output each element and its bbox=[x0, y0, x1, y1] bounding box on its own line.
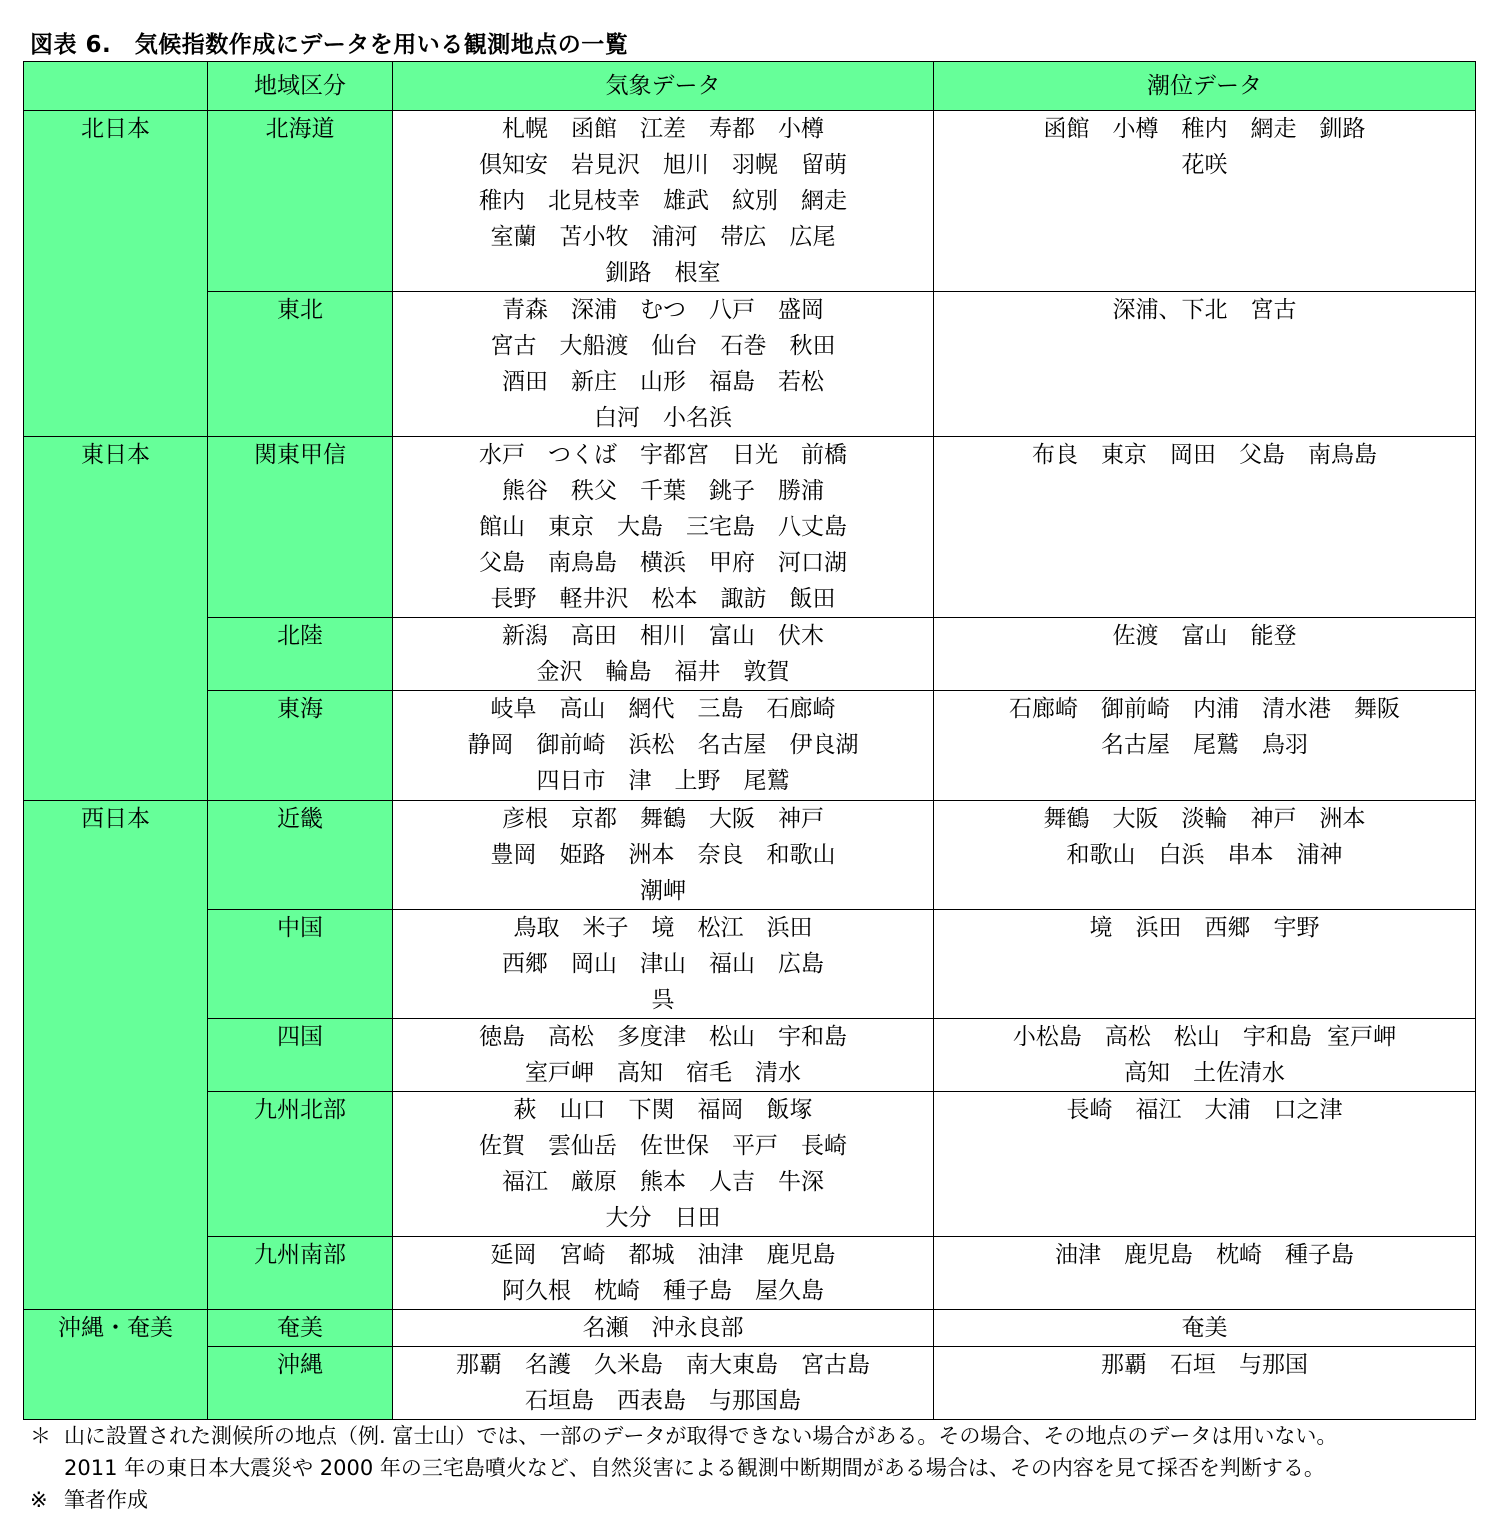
header-tide-data: 潮位データ bbox=[934, 62, 1476, 111]
tide-cell: 函館 小樽 稚内 網走 釧路 花咲 bbox=[934, 111, 1476, 292]
table-row bbox=[24, 1237, 1476, 1310]
weather-cell: 那覇 名護 久米島 南大東島 宮古島 石垣島 西表島 与那国島 bbox=[393, 1347, 934, 1420]
group-cell: 沖縄・奄美 bbox=[24, 1310, 208, 1420]
region-cell: 沖縄 bbox=[208, 1347, 393, 1420]
asterisk-mark: ＊ bbox=[30, 1424, 51, 1448]
table-row bbox=[24, 1019, 1476, 1092]
region-cell: 中国 bbox=[208, 910, 393, 1019]
table-row bbox=[24, 437, 1476, 618]
region-cell: 北陸 bbox=[208, 618, 393, 691]
region-cell: 近畿 bbox=[208, 801, 393, 910]
table-row bbox=[24, 292, 1476, 437]
tide-cell: 小松島 高松 松山 宇和島 室戸岬 高知 土佐清水 bbox=[934, 1019, 1476, 1092]
weather-cell: 萩 山口 下関 福岡 飯塚 佐賀 雲仙岳 佐世保 平戸 長崎 福江 厳原 熊本 人吉 牛深 大分 日田 bbox=[393, 1092, 934, 1237]
region-cell: 九州南部 bbox=[208, 1237, 393, 1310]
weather-cell: 岐阜 高山 網代 三島 石廊崎 静岡 御前崎 浜松 名古屋 伊良湖 四日市 津 上野 尾鷲 bbox=[393, 691, 934, 801]
tide-cell: 佐渡 富山 能登 bbox=[934, 618, 1476, 691]
region-cell: 四国 bbox=[208, 1019, 393, 1092]
tide-cell: 那覇 石垣 与那国 bbox=[934, 1347, 1476, 1420]
region-cell: 九州北部 bbox=[208, 1092, 393, 1237]
header-region-division: 地域区分 bbox=[208, 62, 393, 111]
tide-cell: 深浦、下北 宮古 bbox=[934, 292, 1476, 437]
weather-cell: 延岡 宮崎 都城 油津 鹿児島 阿久根 枕崎 種子島 屋久島 bbox=[393, 1237, 934, 1310]
region-cell: 北海道 bbox=[208, 111, 393, 292]
header-blank bbox=[24, 62, 208, 111]
tide-cell: 奄美 bbox=[934, 1310, 1476, 1347]
table-row bbox=[24, 1347, 1476, 1420]
weather-cell: 徳島 高松 多度津 松山 宇和島 室戸岬 高知 宿毛 清水 bbox=[393, 1019, 934, 1092]
tide-cell: 舞鶴 大阪 淡輪 神戸 洲本 和歌山 白浜 串本 浦神 bbox=[934, 801, 1476, 910]
region-cell: 奄美 bbox=[208, 1310, 393, 1347]
table-row bbox=[24, 1310, 1476, 1347]
group-cell: 東日本 bbox=[24, 437, 208, 801]
footnote-2 bbox=[30, 1452, 1337, 1484]
tide-cell: 石廊崎 御前崎 内浦 清水港 舞阪 名古屋 尾鷲 鳥羽 bbox=[934, 691, 1476, 801]
footnote-1-text: 山に設置された測候所の地点（例. 富士山）では、一部のデータが取得できない場合がある。その場合、その地点のデータは用いない。 bbox=[64, 1424, 1338, 1448]
weather-cell: 札幌 函館 江差 寿都 小樽 倶知安 岩見沢 旭川 羽幌 留萌 稚内 北見枝幸 雄武 紋別 網走 室蘭 苫小牧 浦河 帯広 広尾 釧路 根室 bbox=[393, 111, 934, 292]
table-row bbox=[24, 1092, 1476, 1237]
reference-mark: ※ bbox=[30, 1488, 48, 1512]
tide-cell: 境 浜田 西郷 宇野 bbox=[934, 910, 1476, 1019]
header-weather-data: 気象データ bbox=[393, 62, 934, 111]
weather-cell: 鳥取 米子 境 松江 浜田 西郷 岡山 津山 福山 広島 呉 bbox=[393, 910, 934, 1019]
figure-title: 図表 6. 気候指数作成にデータを用いる観測地点の一覧 bbox=[30, 32, 629, 58]
table-header-row bbox=[24, 62, 1476, 111]
footnotes bbox=[30, 1420, 1337, 1516]
table-row bbox=[24, 801, 1476, 910]
station-table bbox=[23, 61, 1476, 1420]
table-row bbox=[24, 691, 1476, 801]
region-cell: 東北 bbox=[208, 292, 393, 437]
weather-cell: 彦根 京都 舞鶴 大阪 神戸 豊岡 姫路 洲本 奈良 和歌山 潮岬 bbox=[393, 801, 934, 910]
group-cell: 北日本 bbox=[24, 111, 208, 437]
tide-cell: 油津 鹿児島 枕崎 種子島 bbox=[934, 1237, 1476, 1310]
region-cell: 東海 bbox=[208, 691, 393, 801]
footnote-3 bbox=[30, 1484, 1337, 1516]
table-row bbox=[24, 111, 1476, 292]
weather-cell: 青森 深浦 むつ 八戸 盛岡 宮古 大船渡 仙台 石巻 秋田 酒田 新庄 山形 福島 若松 白河 小名浜 bbox=[393, 292, 934, 437]
tide-cell: 長崎 福江 大浦 口之津 bbox=[934, 1092, 1476, 1237]
weather-cell: 水戸 つくば 宇都宮 日光 前橋 熊谷 秩父 千葉 銚子 勝浦 館山 東京 大島 三宅島 八丈島 父島 南鳥島 横浜 甲府 河口湖 長野 軽井沢 松本 諏訪 飯田 bbox=[393, 437, 934, 618]
region-cell: 関東甲信 bbox=[208, 437, 393, 618]
table-row bbox=[24, 910, 1476, 1019]
weather-cell: 名瀬 沖永良部 bbox=[393, 1310, 934, 1347]
footnote-2-text: 2011 年の東日本大震災や 2000 年の三宅島噴火など、自然災害による観測中断期間がある場合は、その内容を見て採否を判断する。 bbox=[64, 1456, 1325, 1480]
footnote-3-text: 筆者作成 bbox=[64, 1488, 148, 1512]
table-row bbox=[24, 618, 1476, 691]
tide-cell: 布良 東京 岡田 父島 南鳥島 bbox=[934, 437, 1476, 618]
group-cell: 西日本 bbox=[24, 801, 208, 1310]
weather-cell: 新潟 高田 相川 富山 伏木 金沢 輪島 福井 敦賀 bbox=[393, 618, 934, 691]
footnote-1 bbox=[30, 1420, 1337, 1452]
